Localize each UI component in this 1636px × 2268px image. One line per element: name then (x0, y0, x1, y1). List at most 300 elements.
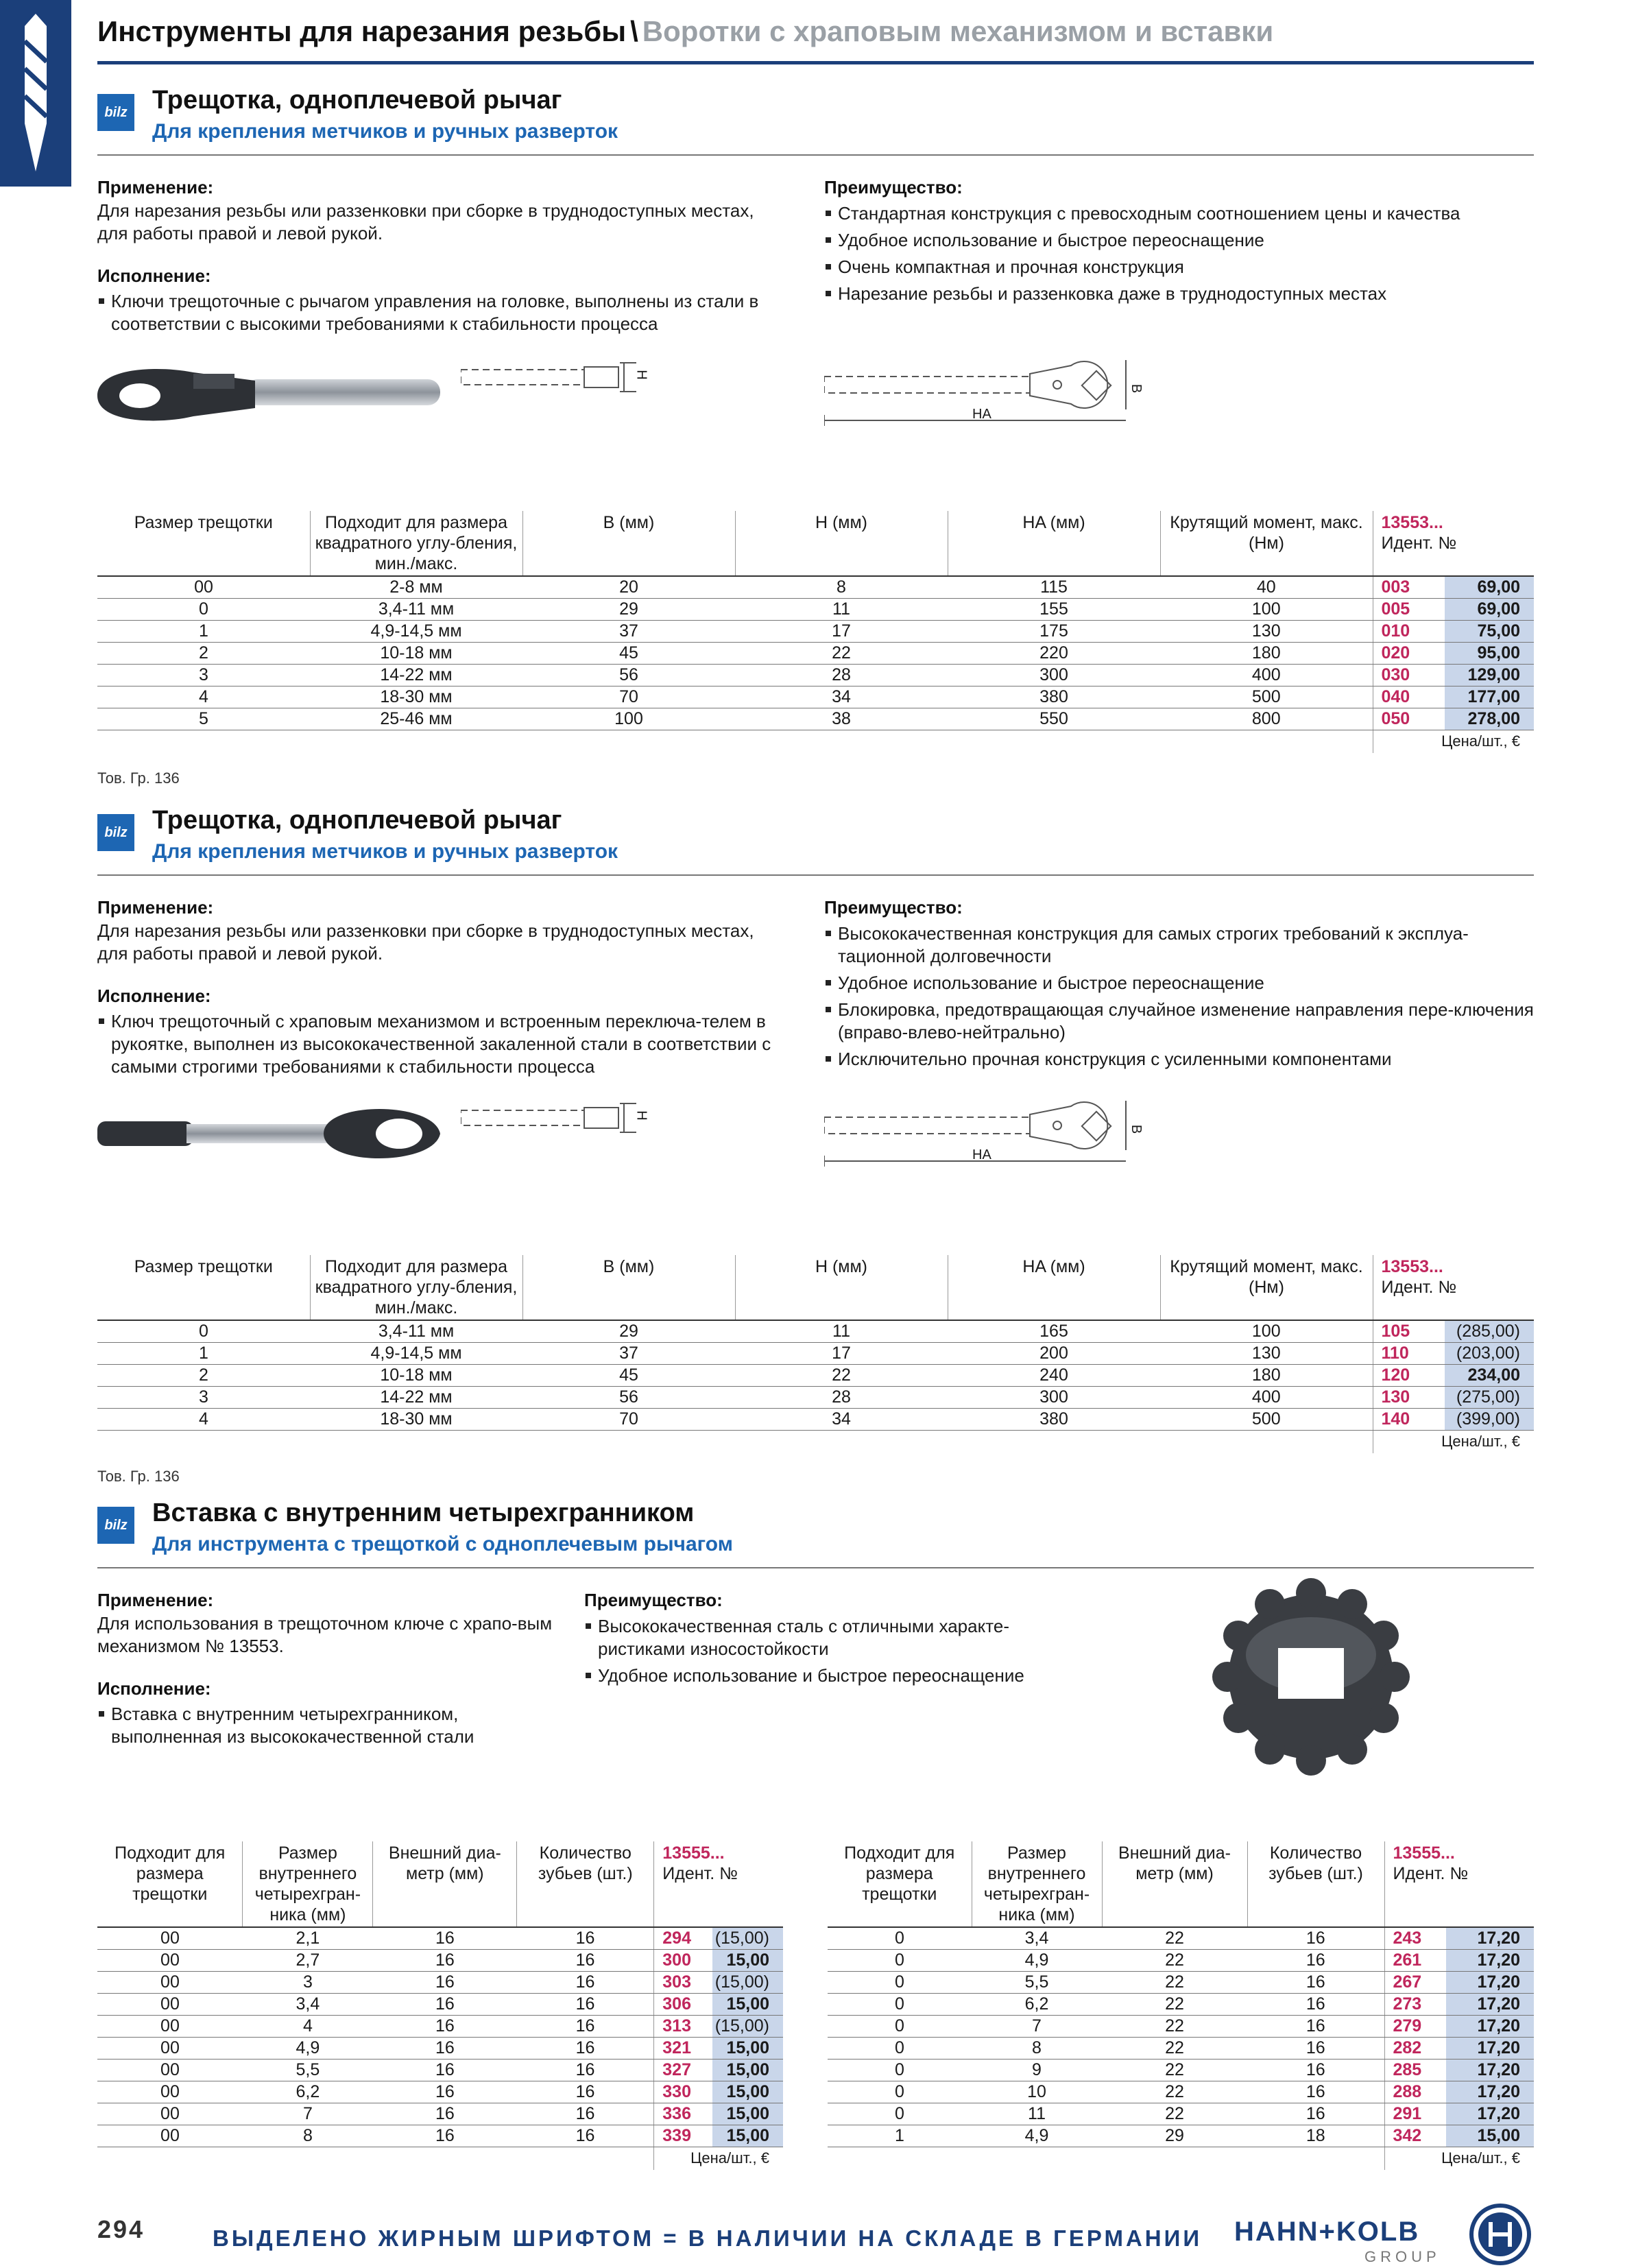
cell-fit: 00 (97, 2125, 243, 2147)
cell-inner: 3,4 (972, 1927, 1102, 1949)
cell-size: 1 (97, 620, 310, 642)
section-divider (97, 874, 1534, 876)
col-header: H (мм) (735, 511, 948, 576)
cell-fit: 0 (828, 2037, 972, 2059)
price-note: Цена/шт., € (1373, 730, 1534, 753)
cell-teeth: 16 (1247, 2059, 1384, 2081)
col-header: Крутящий момент, макс. (Нм) (1160, 511, 1373, 576)
cell-size: 4 (97, 1408, 310, 1430)
cell-inner: 10 (972, 2081, 1102, 2103)
cell-id: 306 (654, 1993, 712, 2015)
insert-table-right-body (828, 1927, 1534, 2147)
cell-fit: 00 (97, 1949, 243, 1971)
cell-id: 110 (1373, 1342, 1445, 1364)
cell-b: 56 (522, 1386, 735, 1408)
table-row (97, 1342, 1534, 1364)
cell-price: 95,00 (1445, 642, 1534, 664)
cell-price: 17,20 (1446, 2103, 1534, 2125)
cell-teeth: 16 (517, 2125, 654, 2147)
cell-price: 69,00 (1445, 598, 1534, 620)
cell-id: 303 (654, 1971, 712, 1993)
cell-inner: 4 (243, 2015, 373, 2037)
cell-price: 17,20 (1446, 1927, 1534, 1949)
cell-ha: 175 (948, 620, 1160, 642)
id-header (1373, 511, 1534, 576)
cell-outer: 16 (373, 1993, 517, 2015)
ratchet-table-body (97, 1320, 1534, 1430)
cell-id: 300 (654, 1949, 712, 1971)
cell-teeth: 16 (1247, 1993, 1384, 2015)
cell-price: 17,20 (1446, 1971, 1534, 1993)
product-group-note: Тов. Гр. 136 (97, 769, 180, 787)
cell-id: 330 (654, 2081, 712, 2103)
cell-square: 14-22 мм (310, 664, 522, 686)
cell-inner: 5,5 (972, 1971, 1102, 1993)
section-title: Вставка с внутренним четырехгранником (152, 1499, 695, 1527)
cell-price: 17,20 (1446, 2081, 1534, 2103)
table-row (97, 1927, 783, 1949)
cell-torque: 500 (1160, 686, 1373, 708)
application-heading: Применение: (97, 897, 214, 918)
cell-fit: 00 (97, 1993, 243, 2015)
square-insert-photo (1201, 1574, 1421, 1780)
cell-outer: 22 (1102, 1949, 1247, 1971)
advantages-heading: Преимущество: (584, 1590, 723, 1610)
cell-inner: 7 (972, 2015, 1102, 2037)
cell-h: 22 (735, 642, 948, 664)
design-list (97, 290, 810, 339)
brand-group-text: GROUP (1364, 2248, 1441, 2265)
cell-outer: 22 (1102, 2015, 1247, 2037)
dim-label-ha: HA (972, 407, 991, 422)
application-text: Для использования в трещоточном ключе с храпо-вым механизмом № 13553. (97, 1613, 553, 1656)
cell-ha: 380 (948, 686, 1160, 708)
cell-fit: 1 (828, 2125, 972, 2147)
cell-b: 20 (522, 576, 735, 598)
cell-size: 5 (97, 708, 310, 730)
table-row (828, 2059, 1534, 2081)
cell-id: 140 (1373, 1408, 1445, 1430)
cell-size: 0 (97, 1320, 310, 1342)
application-heading: Применение: (97, 1590, 214, 1610)
cell-ha: 115 (948, 576, 1160, 598)
design-heading: Исполнение: (97, 265, 211, 286)
table-row (97, 2125, 783, 2147)
cell-id: 321 (654, 2037, 712, 2059)
cell-torque: 500 (1160, 1408, 1373, 1430)
cell-id: 327 (654, 2059, 712, 2081)
col-header: Внешний диа-метр (мм) (373, 1841, 517, 1927)
cell-id: 005 (1373, 598, 1445, 620)
cell-square: 3,4-11 мм (310, 598, 522, 620)
cell-b: 45 (522, 642, 735, 664)
cell-outer: 22 (1102, 1993, 1247, 2015)
col-header: Подходит для размера квадратного углу-бления, мин./макс. (310, 511, 522, 576)
design-item: Ключи трещоточные с рычагом управления на головке, выполнены из стали в соответствии с высокими требованиями к стабильности процесса (97, 290, 810, 335)
section-ratchet-premium (97, 806, 1534, 1464)
cell-outer: 16 (373, 1927, 517, 1949)
cell-price: 15,00 (712, 2059, 783, 2081)
page-header (97, 15, 1534, 64)
design-item: Вставка с внутренним четырехгранником, выполненная из высококачественной стали (97, 1703, 570, 1748)
cell-teeth: 16 (517, 2103, 654, 2125)
cell-fit: 0 (828, 2015, 972, 2037)
table-row (828, 2015, 1534, 2037)
cell-id: 010 (1373, 620, 1445, 642)
drill-bit-icon (15, 14, 56, 171)
advantage-item: Исключительно прочная конструкция с усиленными компонентами (824, 1048, 1534, 1071)
cell-inner: 4,9 (243, 2037, 373, 2059)
cell-ha: 165 (948, 1320, 1160, 1342)
page-number: 294 (97, 2215, 145, 2243)
cell-outer: 22 (1102, 2103, 1247, 2125)
cell-torque: 100 (1160, 598, 1373, 620)
cell-id: 273 (1384, 1993, 1446, 2015)
cell-id: 291 (1384, 2103, 1446, 2125)
cell-teeth: 16 (1247, 2081, 1384, 2103)
cell-teeth: 16 (517, 1949, 654, 1971)
cell-id: 261 (1384, 1949, 1446, 1971)
cell-h: 28 (735, 664, 948, 686)
cell-price: 15,00 (712, 2081, 783, 2103)
cell-teeth: 16 (517, 2081, 654, 2103)
cell-price: (15,00) (712, 2015, 783, 2037)
cell-price: (15,00) (712, 1971, 783, 1993)
table-row (97, 1993, 783, 2015)
table-row (97, 2037, 783, 2059)
cell-id: 105 (1373, 1320, 1445, 1342)
cell-inner: 2,1 (243, 1927, 373, 1949)
design-item: Ключ трещоточный с храповым механизмом и встроенным переключа-телем в рукоятке, выполнен из высококачественной закаленной стали в соответствии с самыми строгими требованиями к стабильности процесса (97, 1010, 790, 1078)
cell-fit: 0 (828, 2059, 972, 2081)
cell-torque: 100 (1160, 1320, 1373, 1342)
cell-price: 69,00 (1445, 576, 1534, 598)
table-row (828, 2125, 1534, 2147)
section-title: Трещотка, одноплечевой рычаг (152, 86, 562, 115)
hahn-kolb-logo-icon (1469, 2203, 1532, 2266)
cell-teeth: 16 (1247, 1949, 1384, 1971)
col-header: B (мм) (522, 1255, 735, 1320)
cell-inner: 11 (972, 2103, 1102, 2125)
cell-outer: 16 (373, 2015, 517, 2037)
design-list (97, 1010, 790, 1082)
cell-price: (275,00) (1445, 1386, 1534, 1408)
cell-size: 0 (97, 598, 310, 620)
advantages-list (824, 922, 1534, 1075)
cell-fit: 00 (97, 2059, 243, 2081)
cell-b: 37 (522, 1342, 735, 1364)
cell-square: 4,9-14,5 мм (310, 1342, 522, 1364)
cell-ha: 300 (948, 1386, 1160, 1408)
cell-price: 15,00 (712, 1993, 783, 2015)
cell-inner: 6,2 (243, 2081, 373, 2103)
cell-price: 17,20 (1446, 1993, 1534, 2015)
cell-teeth: 16 (517, 1927, 654, 1949)
cell-outer: 22 (1102, 2081, 1247, 2103)
cell-id: 294 (654, 1927, 712, 1949)
cell-teeth: 16 (517, 1993, 654, 2015)
cell-h: 28 (735, 1386, 948, 1408)
cell-outer: 16 (373, 1949, 517, 1971)
cell-price: (399,00) (1445, 1408, 1534, 1430)
cell-outer: 16 (373, 2037, 517, 2059)
section-ratchet-standard (97, 86, 1534, 778)
cell-square: 18-30 мм (310, 1408, 522, 1430)
page-subtitle: Воротки с храповым механизмом и вставки (642, 15, 1274, 47)
cell-fit: 0 (828, 1993, 972, 2015)
cell-square: 10-18 мм (310, 1364, 522, 1386)
price-note: Цена/шт., € (1384, 2147, 1534, 2170)
col-header: Размер трещотки (97, 511, 310, 576)
cell-id: 030 (1373, 664, 1445, 686)
cell-square: 18-30 мм (310, 686, 522, 708)
col-header: Подходит для размера трещотки (97, 1841, 243, 1927)
bilz-badge: bilz (97, 1507, 134, 1544)
cell-h: 11 (735, 598, 948, 620)
cell-fit: 00 (97, 2037, 243, 2059)
cell-outer: 22 (1102, 1971, 1247, 1993)
section-subtitle: Для инструмента с трещоткой с одноплечевым рычагом (152, 1533, 733, 1555)
advantage-item: Удобное использование и быстрое переоснащение (824, 229, 1534, 252)
cell-inner: 5,5 (243, 2059, 373, 2081)
cell-torque: 400 (1160, 664, 1373, 686)
cell-id: 285 (1384, 2059, 1446, 2081)
section-subtitle: Для крепления метчиков и ручных разверток (152, 120, 618, 143)
advantage-item: Удобное использование и быстрое переоснащение (584, 1664, 1050, 1687)
cell-fit: 00 (97, 2081, 243, 2103)
cell-size: 3 (97, 1386, 310, 1408)
cell-h: 17 (735, 620, 948, 642)
cell-price: 17,20 (1446, 2037, 1534, 2059)
cell-b: 70 (522, 686, 735, 708)
cell-h: 34 (735, 686, 948, 708)
col-header: Размер внутреннего четырехгран-ника (мм) (243, 1841, 373, 1927)
cell-price: (15,00) (712, 1927, 783, 1949)
col-header: Подходит для размера квадратного углу-бления, мин./макс. (310, 1255, 522, 1320)
cell-price: 17,20 (1446, 2015, 1534, 2037)
cell-b: 29 (522, 598, 735, 620)
cell-price: 129,00 (1445, 664, 1534, 686)
advantage-item: Высококачественная конструкция для самых строгих требований к эксплуа-тационной долговечности (824, 922, 1534, 968)
cell-ha: 550 (948, 708, 1160, 730)
id-code: 13555... (1393, 1843, 1455, 1863)
cell-id: 342 (1384, 2125, 1446, 2147)
advantages-list (584, 1615, 1050, 1691)
cell-price: 75,00 (1445, 620, 1534, 642)
table-row (97, 1971, 783, 1993)
cell-price: (203,00) (1445, 1342, 1534, 1364)
cell-outer: 16 (373, 2059, 517, 2081)
dim-label-ha: HA (972, 1147, 991, 1162)
price-note: Цена/шт., € (1373, 1430, 1534, 1453)
id-code: 13553... (1381, 1257, 1443, 1276)
table-row (828, 1971, 1534, 1993)
cell-torque: 130 (1160, 1342, 1373, 1364)
id-header (1373, 1255, 1534, 1320)
id-label: Идент. № (1381, 534, 1457, 553)
cell-fit: 0 (828, 1971, 972, 1993)
cell-h: 34 (735, 1408, 948, 1430)
bilz-badge: bilz (97, 94, 134, 131)
table-row (97, 642, 1534, 664)
advantage-item: Нарезание резьбы и раззенковка даже в труднодоступных местах (824, 283, 1534, 305)
advantages-heading: Преимущество: (824, 177, 963, 198)
cell-inner: 6,2 (972, 1993, 1102, 2015)
cell-ha: 155 (948, 598, 1160, 620)
cell-square: 2-8 мм (310, 576, 522, 598)
table-row (828, 2081, 1534, 2103)
cell-id: 313 (654, 2015, 712, 2037)
cell-inner: 8 (972, 2037, 1102, 2059)
section-divider (97, 1567, 1534, 1568)
side-view-drawing (461, 353, 639, 408)
cell-fit: 00 (97, 2103, 243, 2125)
section-title: Трещотка, одноплечевой рычаг (152, 806, 562, 835)
cell-price: 15,00 (712, 2037, 783, 2059)
cell-b: 45 (522, 1364, 735, 1386)
cell-fit: 00 (97, 1927, 243, 1949)
table-row (97, 2081, 783, 2103)
advantage-item: Высококачественная сталь с отличными характе-ристиками износостойкости (584, 1615, 1050, 1660)
table-row (97, 1320, 1534, 1342)
table-row (97, 1949, 783, 1971)
table-row (97, 620, 1534, 642)
cell-id: 282 (1384, 2037, 1446, 2059)
table-row (97, 576, 1534, 598)
dim-label-h: H (634, 370, 649, 380)
cell-price: (285,00) (1445, 1320, 1534, 1342)
cell-outer: 16 (373, 2103, 517, 2125)
insert-table-right (828, 1841, 1534, 2170)
cell-teeth: 16 (517, 1971, 654, 1993)
id-label: Идент. № (662, 1864, 738, 1883)
id-code: 13553... (1381, 513, 1443, 532)
cell-id: 003 (1373, 576, 1445, 598)
cell-h: 8 (735, 576, 948, 598)
cell-price: 17,20 (1446, 2059, 1534, 2081)
cell-ha: 240 (948, 1364, 1160, 1386)
table-row (97, 686, 1534, 708)
cell-id: 243 (1384, 1927, 1446, 1949)
cell-square: 4,9-14,5 мм (310, 620, 522, 642)
cell-square: 14-22 мм (310, 1386, 522, 1408)
cell-square: 25-46 мм (310, 708, 522, 730)
id-code: 13555... (662, 1843, 725, 1863)
table-row (97, 1408, 1534, 1430)
table-row (828, 1993, 1534, 2015)
col-header: Внешний диа-метр (мм) (1102, 1841, 1247, 1927)
advantage-item: Удобное использование и быстрое переоснащение (824, 972, 1534, 994)
cell-size: 2 (97, 1364, 310, 1386)
cell-b: 100 (522, 708, 735, 730)
cell-price: 177,00 (1445, 686, 1534, 708)
cell-price: 15,00 (1446, 2125, 1534, 2147)
cell-size: 00 (97, 576, 310, 598)
cell-size: 3 (97, 664, 310, 686)
cell-fit: 0 (828, 1949, 972, 1971)
cell-inner: 3,4 (243, 1993, 373, 2015)
dim-label-b: B (1129, 1124, 1144, 1134)
cell-square: 10-18 мм (310, 642, 522, 664)
cell-inner: 3 (243, 1971, 373, 1993)
cell-inner: 7 (243, 2103, 373, 2125)
cell-price: 15,00 (712, 2125, 783, 2147)
chapter-side-tab (0, 0, 71, 187)
cell-id: 288 (1384, 2081, 1446, 2103)
cell-torque: 130 (1160, 620, 1373, 642)
cell-square: 3,4-11 мм (310, 1320, 522, 1342)
cell-teeth: 16 (1247, 1971, 1384, 1993)
cell-size: 2 (97, 642, 310, 664)
cell-id: 130 (1373, 1386, 1445, 1408)
advantages-list (824, 202, 1534, 309)
col-header: Подходит для размера трещотки (828, 1841, 972, 1927)
cell-fit: 00 (97, 2015, 243, 2037)
cell-price: 15,00 (712, 2103, 783, 2125)
cell-id: 339 (654, 2125, 712, 2147)
page-title-separator: \ (630, 15, 638, 47)
cell-teeth: 16 (517, 2037, 654, 2059)
cell-fit: 0 (828, 2081, 972, 2103)
cell-ha: 220 (948, 642, 1160, 664)
stock-note: ВЫДЕЛЕНО ЖИРНЫМ ШРИФТОМ = В НАЛИЧИИ НА СКЛАДЕ В ГЕРМАНИИ (213, 2225, 1203, 2251)
cell-teeth: 16 (1247, 2037, 1384, 2059)
cell-teeth: 16 (1247, 2103, 1384, 2125)
cell-teeth: 16 (517, 2059, 654, 2081)
cell-fit: 0 (828, 1927, 972, 1949)
table-row (97, 1386, 1534, 1408)
col-header: Размер трещотки (97, 1255, 310, 1320)
cell-torque: 40 (1160, 576, 1373, 598)
cell-b: 70 (522, 1408, 735, 1430)
product-group-note: Тов. Гр. 136 (97, 1468, 180, 1485)
cell-ha: 380 (948, 1408, 1160, 1430)
side-view-drawing (461, 1094, 639, 1149)
cell-outer: 22 (1102, 2037, 1247, 2059)
table-row (828, 1927, 1534, 1949)
col-header: Крутящий момент, макс. (Нм) (1160, 1255, 1373, 1320)
cell-torque: 800 (1160, 708, 1373, 730)
id-header (654, 1841, 783, 1927)
brand-logo-text: HAHN+KOLB (1234, 2217, 1420, 2247)
table-row (97, 598, 1534, 620)
dim-label-h: H (634, 1110, 649, 1121)
cell-teeth: 16 (1247, 1927, 1384, 1949)
cell-inner: 8 (243, 2125, 373, 2147)
cell-id: 336 (654, 2103, 712, 2125)
cell-id: 040 (1373, 686, 1445, 708)
cell-outer: 22 (1102, 1927, 1247, 1949)
insert-table-left (97, 1841, 783, 2170)
design-list (97, 1703, 570, 1752)
table-row (97, 664, 1534, 686)
application-text: Для нарезания резьбы или раззенковки при сборке в труднодоступных местах, для работы правой и левой рукой. (97, 920, 754, 964)
page-title: Инструменты для нарезания резьбы (97, 15, 627, 47)
bilz-badge: bilz (97, 814, 134, 851)
cell-price: 15,00 (712, 1949, 783, 1971)
ratchet-table-body (97, 576, 1534, 730)
table-row (828, 2037, 1534, 2059)
cell-outer: 16 (373, 1971, 517, 1993)
id-label: Идент. № (1393, 1864, 1469, 1883)
col-header: HA (мм) (948, 1255, 1160, 1320)
table-row (97, 1364, 1534, 1386)
col-header: Количество зубьев (шт.) (517, 1841, 654, 1927)
cell-teeth: 18 (1247, 2125, 1384, 2147)
table-row (97, 2059, 783, 2081)
ratchet-photo (97, 1094, 447, 1169)
table-row (97, 708, 1534, 730)
